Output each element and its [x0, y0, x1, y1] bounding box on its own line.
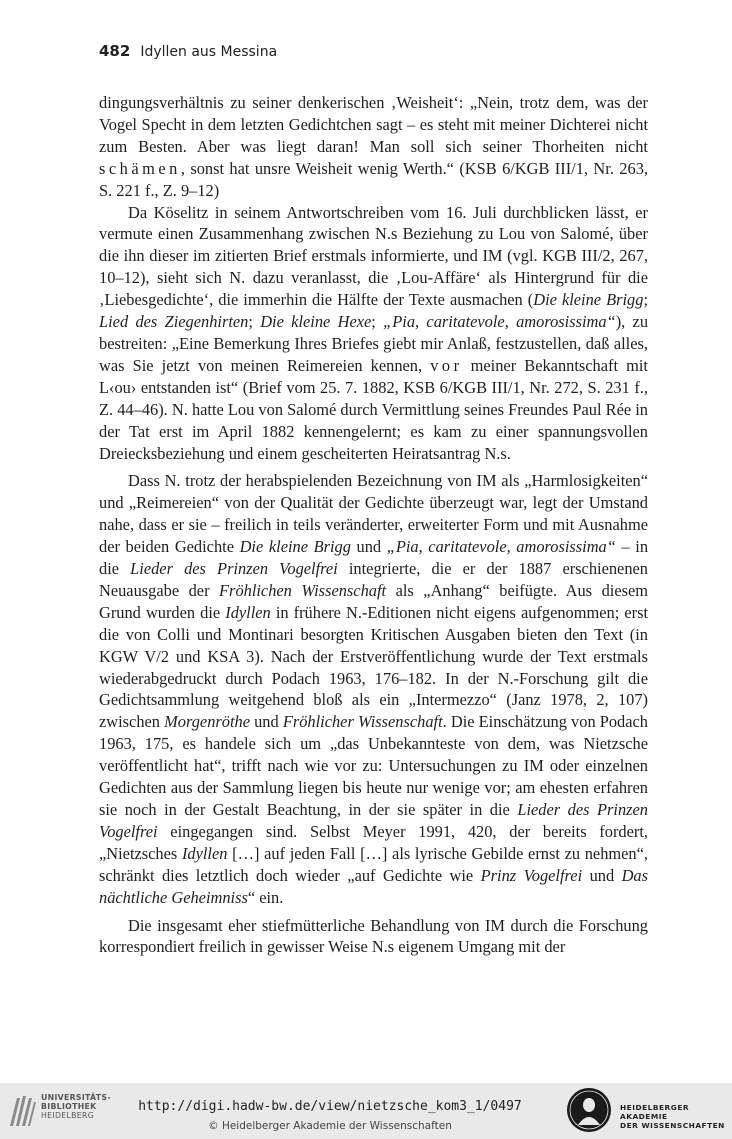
work-title: Lieder des Prinzen Vogelfrei — [130, 559, 338, 579]
body-text — [99, 92, 648, 958]
spaced-emphasis: schämen — [99, 158, 181, 178]
copyright-notice: © Heidelberger Akademie der Wissenschaften — [208, 1120, 452, 1132]
work-title: Die kleine Brigg — [239, 537, 351, 557]
work-title: Idyllen — [181, 843, 228, 863]
spaced-emphasis: vor — [430, 355, 463, 375]
work-title: Die kleine Brigg — [533, 290, 644, 310]
work-title: Fröhlicher Wissenschaft — [282, 712, 443, 732]
permalink-url[interactable]: http://digi.hadw-bw.de/view/nietzsche_kom3_1/0497 — [138, 1099, 522, 1114]
work-title: Lieder des Prinzen Vogelfrei — [99, 800, 648, 841]
paragraph-1: dingungsverhältnis zu seiner denkerischen ‚Weisheit‘: „Nein, trotz dem, was der Vogel Specht in dem letzten Gedichtchen sagt – es steht mit meiner Dichterei nicht zum Besten. Aber was liegt daran! Man soll sich seiner Thorheiten nicht schämen, sonst hat unsre Weisheit wenig Werth.“ (KSB 6/KGB III/1, Nr. 263, S. 221 f., Z. 9–12) — [99, 93, 648, 200]
paragraph-4: Die insgesamt eher stiefmütterliche Behandlung von IM durch die Forschung korrespondiert freilich in gewisser Weise N.s eigenem Umgang mit der — [99, 915, 648, 957]
footer-bar — [0, 1083, 732, 1139]
paragraph-3: Dass N. trotz der herabspielenden Bezeichnung von IM als „Harmlosigkeiten“ und „Reimereien“ von der Qualität der Gedichte überzeugt war, legt der Umstand nahe, dass er sie – freilich in teils veränderter, erweiterter Form und mit Ausnahme der beiden Gedichte Die kleine Brigg und „Pia, caritatevole, amorosissima“ – in die Lieder des Prinzen Vogelfrei integrierte, die er der 1887 erschienenen Neuausgabe der Fröhlichen Wissenschaft als „Anhang“ beifügte. Aus diesem Grund wurden die Idyllen in frühere N.-Editionen nicht eigens aufgenommen; erst die von Colli und Montinari besorgten Kritischen Ausgaben bieten den Text (in KGW V/2 und KSA 3). Nach der Erstveröffentlichung wurde der Text erstmals wiederabgedruckt durch Podach 1963, 176–182. In der N.-Forschung gilt die Gedichtsammlung weitgehend bloß als ein „Intermezzo“ (Janz 1978, 2, 107) zwischen Morgenröthe und Fröhlicher Wissenschaft. Die Einschätzung von Podach 1963, 175, es handele sich um „das Unbekannteste von dem, was Nietzsche veröffentlicht hat“, trifft nach wie vor zu: Untersuchungen zu IM oder einzelnen Gedichten aus der Sammlung liegen bis heute nur wenige vor; am ehesten erfahren sie noch in der Gestalt Beachtung, in der sie später in die Lieder des Prinzen Vogelfrei eingegangen sind. Selbst Meyer 1991, 420, der bereits fordert, „Nietzsches Idyllen […] auf jeden Fall […] als lyrische Gebilde ernst zu nehmen“, schränkt dies letztlich doch wieder „auf Gedichte wie Prinz Vogelfrei und Das nächtliche Geheimniss“ ein. — [99, 471, 649, 907]
running-title: Idyllen aus Messina — [140, 44, 278, 60]
university-library-name: UNIVERSITÄTS- BIBLIOTHEK HEIDELBERG — [41, 1093, 111, 1120]
work-title: „Pia, caritatevole, amorosissima“ — [383, 312, 616, 332]
work-title: Lied des Ziegenhirten — [99, 312, 249, 332]
work-title: Das nächtliche Geheimniss — [99, 865, 649, 907]
running-head — [99, 42, 277, 60]
work-title: Die kleine Hexe — [260, 312, 372, 332]
paragraph-2: Da Köselitz in seinem Antwortschreiben vom 16. Juli durchblicken lässt, er vermute einen Zusammenhang zwischen N.s Beziehung zu Lou von Salomé, über die ihn dieser im zitierten Brief erstmals informierte, und IM (vgl. KGB III/2, 267, 10–12), sieht sich N. dazu veranlasst, die ‚Lou-Affäre‘ als Hintergrund für die ‚Liebesgedichte‘, die immerhin die Hälfte der Texte ausmachen (Die kleine Brigg; Lied des Ziegenhirten; Die kleine Hexe; „Pia, caritatevole, amorosissima“), zu bestreiten: „Eine Bemerkung Ihres Briefes giebt mir Anlaß, festzustellen, daß alles, was Sie jetzt von meinen Reimereien kennen, vor meiner Bekanntschaft mit L‹ou› entstanden ist“ (Brief vom 25. 7. 1882, KSB 6/KGB III/1, Nr. 272, S. 231 f., Z. 44–46). N. hatte Lou von Salomé durch Vermittlung seines Freundes Paul Rée in der Tat erst im April 1882 kennengelernt; es kam zu einer spannungsvollen Dreiecksbeziehung und einem gescheiterten Heiratsantrag N.s. — [99, 202, 649, 463]
work-title: Idyllen — [225, 602, 271, 622]
work-title: „Pia, caritatevole, amorosissima“ — [386, 537, 616, 557]
work-title: Fröhlichen Wissenschaft — [219, 580, 387, 600]
work-title: Morgenröthe — [164, 712, 250, 732]
page-number: 482 — [99, 42, 131, 60]
academy-seal-icon — [566, 1087, 612, 1133]
work-title: Prinz Vogelfrei — [480, 865, 583, 885]
academy-name: HEIDELBERGER AKADEMIE DER WISSENSCHAFTEN — [620, 1103, 725, 1130]
